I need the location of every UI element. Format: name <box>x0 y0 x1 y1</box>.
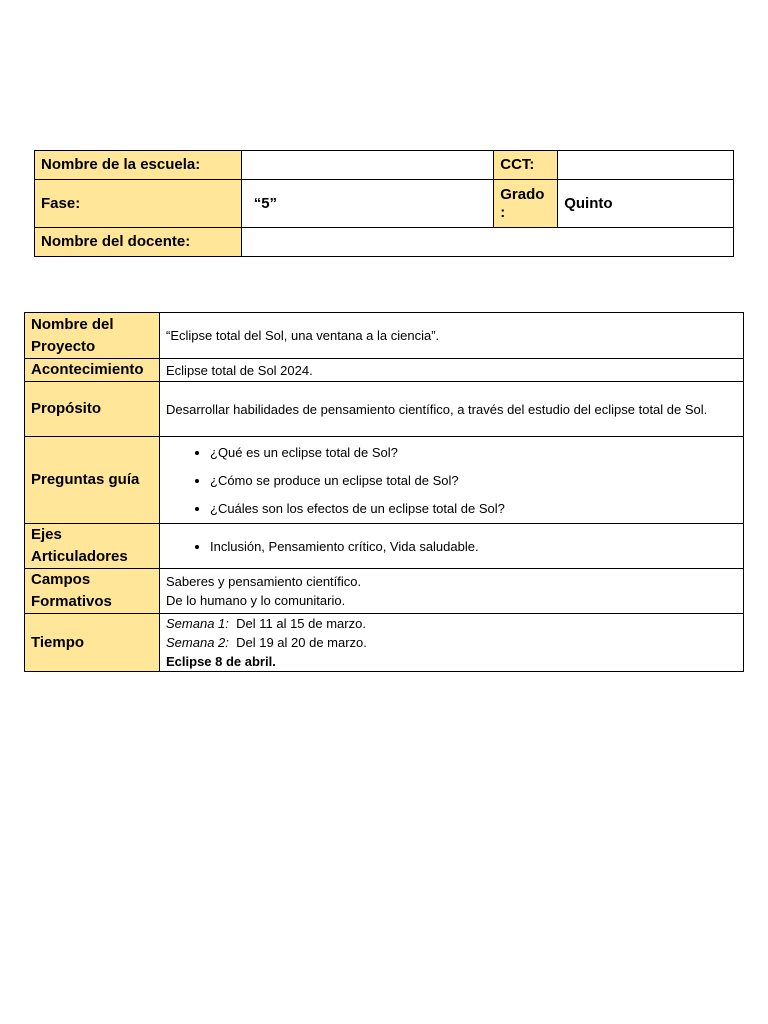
semana-1-label: Semana 1: <box>166 616 229 631</box>
docente-label: Nombre del docente: <box>35 228 242 257</box>
campos-line-2: De lo humano y lo comunitario. <box>166 593 346 608</box>
fase-label: Fase: <box>35 180 242 228</box>
ejes-cell <box>160 524 744 569</box>
cct-label: CCT: <box>494 151 558 180</box>
proposito-label: Propósito <box>25 382 160 437</box>
school-name-value <box>241 151 494 180</box>
list-item: • ¿Qué es un eclipse total de Sol? <box>210 443 737 462</box>
semana-1-value: Del 11 al 15 de marzo. <box>236 616 366 631</box>
semana-2-value: Del 19 al 20 de marzo. <box>236 635 367 650</box>
cct-value <box>558 151 734 180</box>
fase-value: “5” <box>241 180 494 228</box>
acontecimiento-label: Acontecimiento <box>25 359 160 382</box>
grado-label-colon: : <box>500 203 506 221</box>
ejes-label: Ejes Articuladores <box>25 524 160 569</box>
project-table <box>24 312 744 672</box>
tiempo-label: Tiempo <box>25 614 160 672</box>
list-item: • Inclusión, Pensamiento crítico, Vida saludable. <box>210 537 737 556</box>
preguntas-list <box>166 443 737 518</box>
campos-cell <box>160 569 744 614</box>
project-name-value: “Eclipse total del Sol, una ventana a la ciencia”. <box>160 313 744 359</box>
list-item: • ¿Cuáles son los efectos de un eclipse total de Sol? <box>210 499 737 518</box>
semana-1-line <box>166 614 737 633</box>
grado-label <box>494 180 558 228</box>
school-info-table <box>34 150 734 257</box>
preguntas-cell <box>160 437 744 524</box>
acontecimiento-value: Eclipse total de Sol 2024. <box>160 359 744 382</box>
school-name-label: Nombre de la escuela: <box>35 151 242 180</box>
grado-label-text: Grado <box>500 185 545 203</box>
campos-label: Campos Formativos <box>25 569 160 614</box>
ejes-list <box>166 537 737 556</box>
proposito-value: Desarrollar habilidades de pensamiento científico, a través del estudio del eclipse total de Sol. <box>160 382 744 437</box>
project-name-label: Nombre del Proyecto <box>25 313 160 359</box>
semana-2-line <box>166 633 737 652</box>
preguntas-label: Preguntas guía <box>25 437 160 524</box>
semana-2-label: Semana 2: <box>166 635 229 650</box>
list-item: • ¿Cómo se produce un eclipse total de Sol? <box>210 471 737 490</box>
docente-value <box>241 228 733 257</box>
eclipse-date: Eclipse 8 de abril. <box>166 654 276 669</box>
tiempo-cell <box>160 614 744 672</box>
grado-value: Quinto <box>558 180 734 228</box>
campos-line-1: Saberes y pensamiento científico. <box>166 574 362 589</box>
